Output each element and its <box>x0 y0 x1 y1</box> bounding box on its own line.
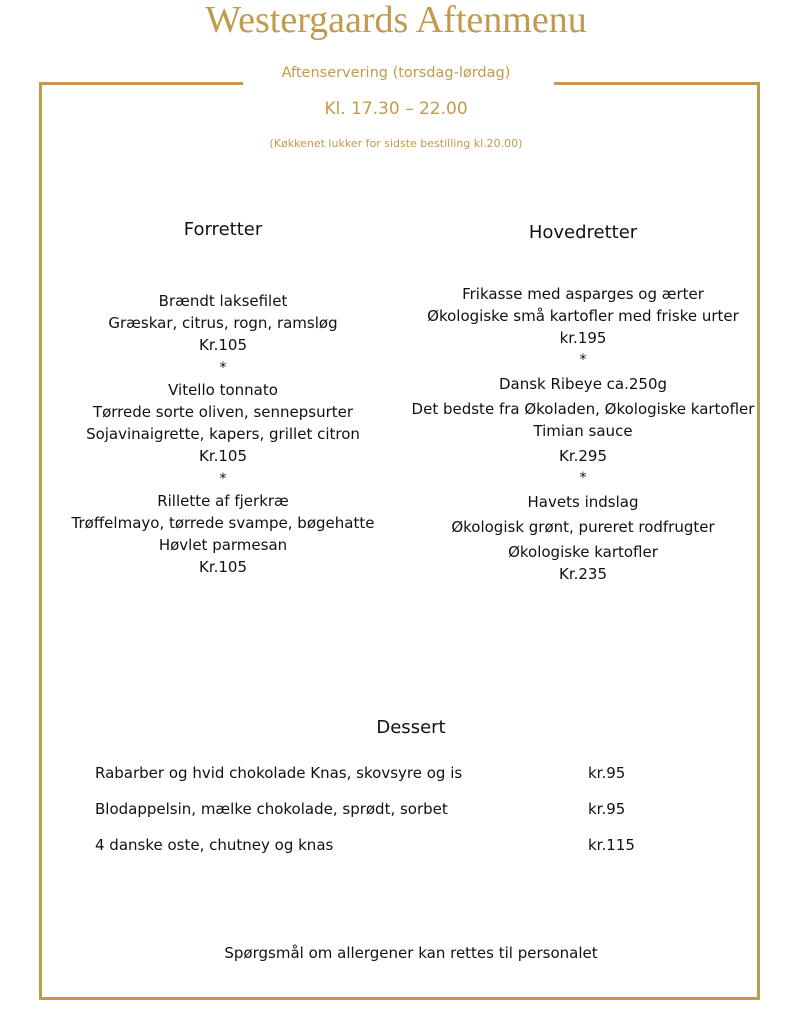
dish-name: Vitello tonnato <box>168 380 278 399</box>
dish-description: Økologisk grønt, pureret rodfrugter <box>451 518 715 536</box>
dessert-name: Blodappelsin, mælke chokolade, sprødt, sorbet <box>95 800 448 818</box>
dish-price: Kr.235 <box>558 565 608 583</box>
mains-column <box>405 283 761 585</box>
allergen-note: Spørgsmål om allergener kan rettes til personalet <box>224 944 598 962</box>
dessert-name: Rabarber og hvid chokolade Knas, skovsyre og is <box>95 764 463 782</box>
dish-description: Tørrede sorte oliven, sennepsurter <box>92 403 354 422</box>
dish-description: Timian sauce <box>533 422 633 440</box>
dessert-price: kr.115 <box>588 836 635 854</box>
dish-name: Frikasse med asparges og ærter <box>462 285 704 303</box>
dish-description: Græskar, citrus, rogn, ramsløg <box>108 314 338 333</box>
separator: * <box>579 470 587 486</box>
dish-name: Havets indslag <box>527 493 639 511</box>
serving-hours: Kl. 17.30 – 22.00 <box>324 99 468 119</box>
dish-name: Rillette af fjerkræ <box>157 491 289 510</box>
dish-description: Det bedste fra Økoladen, Økologiske kartofler <box>411 400 755 418</box>
kitchen-note: (Køkkenet lukker for sidste bestilling kl.20.00) <box>269 137 523 150</box>
dish-price: Kr.105 <box>198 336 248 355</box>
dessert-price: kr.95 <box>588 800 626 818</box>
separator: * <box>579 352 587 368</box>
starters-column <box>45 290 401 579</box>
separator: * <box>219 359 227 376</box>
dish-description: Trøffelmayo, tørrede svampe, bøgehatte <box>71 514 375 533</box>
separator: * <box>219 470 227 487</box>
dessert-price: kr.95 <box>588 764 626 782</box>
dish-name: Dansk Ribeye ca.250g <box>498 375 668 393</box>
dish-price: kr.195 <box>559 329 607 347</box>
serving-days: Aftenservering (torsdag-lørdag) <box>281 65 511 81</box>
dish-price: Kr.295 <box>558 447 608 465</box>
dish-description: Økologiske små kartofler med friske urter <box>427 307 739 325</box>
dish-name: Brændt laksefilet <box>158 292 288 310</box>
dish-price: Kr.105 <box>198 558 248 577</box>
dish-description: Høvlet parmesan <box>158 536 288 555</box>
dessert-heading: Dessert <box>376 717 446 738</box>
mains-heading: Hovedretter <box>528 222 638 243</box>
menu-title: Westergaards Aftenmenu <box>205 0 587 41</box>
starters-heading: Forretter <box>183 219 263 240</box>
dessert-name: 4 danske oste, chutney og knas <box>95 836 334 854</box>
dish-price: Kr.105 <box>198 447 248 466</box>
dish-description: Sojavinaigrette, kapers, grillet citron <box>86 425 360 444</box>
dish-description: Økologiske kartofler <box>508 543 658 561</box>
